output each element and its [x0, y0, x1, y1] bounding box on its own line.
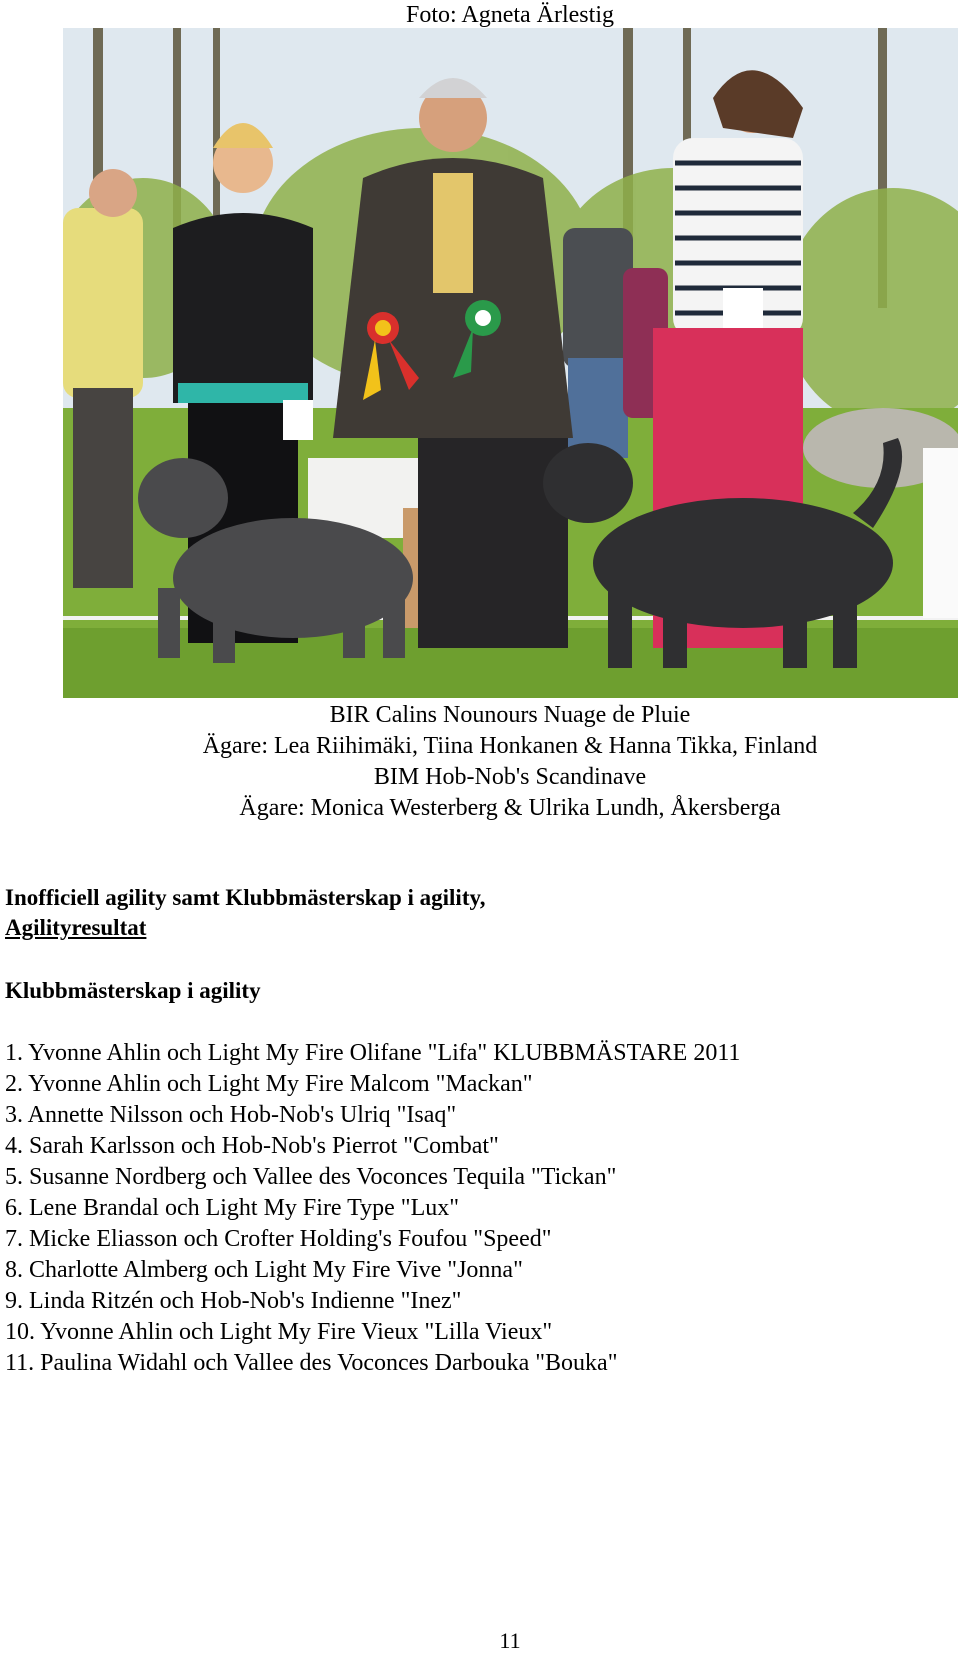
section-subtitle: Agilityresultat: [5, 915, 147, 940]
list-item: 9. Linda Ritzén och Hob-Nob's Indienne "Inez": [5, 1288, 462, 1314]
photo-credit: Foto: Agneta Ärlestig: [406, 2, 614, 28]
list-item: 8. Charlotte Almberg och Light My Fire Vive "Jonna": [5, 1257, 523, 1283]
list-item: 3. Annette Nilsson och Hob-Nob's Ulriq "Isaq": [5, 1102, 457, 1128]
list-item: 11. Paulina Widahl och Vallee des Voconces Darbouka "Bouka": [5, 1350, 618, 1376]
results-list: [5, 1038, 740, 1379]
list-item: 2. Yvonne Ahlin och Light My Fire Malcom "Mackan": [5, 1071, 533, 1097]
dog-show-photo: [63, 28, 958, 698]
caption-bim: BIM Hob-Nob's Scandinave: [373, 764, 647, 790]
page-number: 11: [499, 1628, 521, 1653]
photo-caption: [0, 700, 960, 824]
group-title: Klubbmästerskap i agility: [5, 978, 261, 1003]
list-item: 7. Micke Eliasson och Crofter Holding's Foufou "Speed": [5, 1226, 552, 1252]
list-item: 6. Lene Brandal och Light My Fire Type "Lux": [5, 1195, 460, 1221]
section-title: Inofficiell agility samt Klubbmästerskap i agility,: [5, 885, 486, 910]
list-item: 5. Susanne Nordberg och Vallee des Voconces Tequila "Tickan": [5, 1164, 617, 1190]
list-item: 10. Yvonne Ahlin och Light My Fire Vieux "Lilla Vieux": [5, 1319, 553, 1345]
list-item: 1. Yvonne Ahlin och Light My Fire Olifane "Lifa" KLUBBMÄSTARE 2011: [5, 1040, 741, 1066]
list-item: 4. Sarah Karlsson och Hob-Nob's Pierrot "Combat": [5, 1133, 499, 1159]
caption-bir-owner: Ägare: Lea Riihimäki, Tiina Honkanen & Hanna Tikka, Finland: [202, 733, 818, 759]
caption-bir: BIR Calins Nounours Nuage de Pluie: [329, 702, 691, 728]
caption-bim-owner: Ägare: Monica Westerberg & Ulrika Lundh, Åkersberga: [239, 795, 781, 821]
